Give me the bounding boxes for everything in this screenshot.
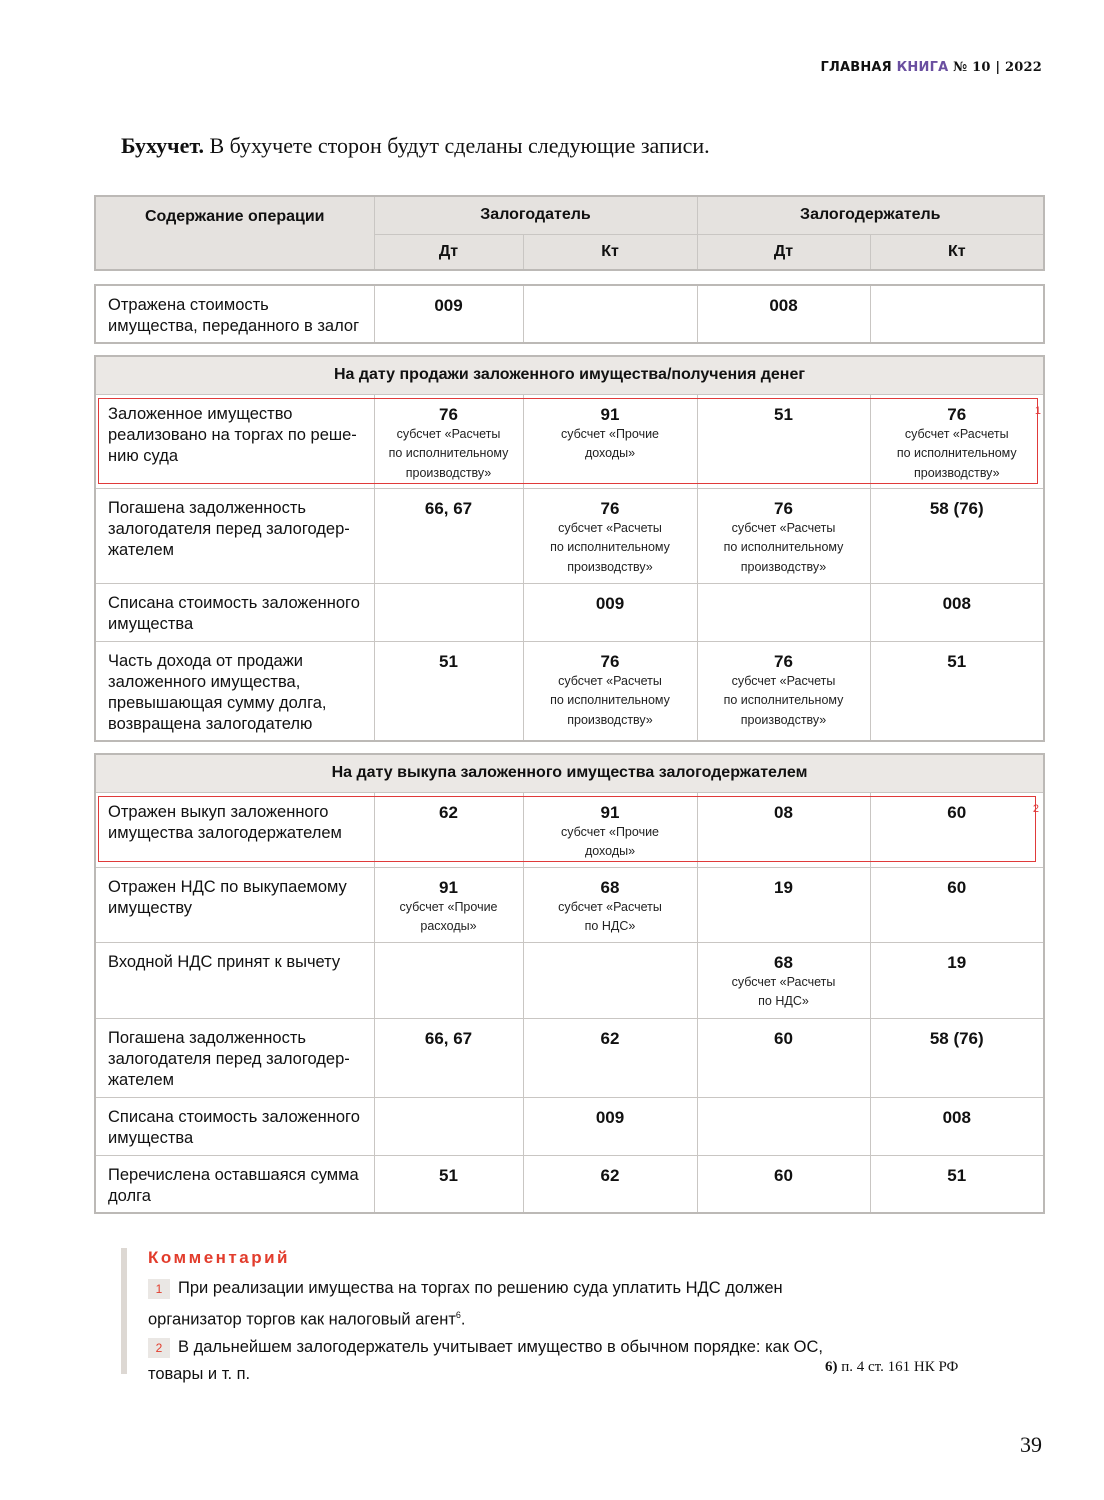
- operation-description: Перечислена оставшаяся сумма долга: [95, 1155, 374, 1213]
- pledgor-kt-cell: [523, 867, 697, 942]
- pledgee-kt-cell: [870, 1018, 1044, 1097]
- pledgee-dt-cell: [697, 942, 870, 1018]
- comments-title: Комментарий: [148, 1248, 290, 1267]
- pledgor-dt-cell: [374, 285, 523, 343]
- account-code: 60: [947, 802, 967, 822]
- marker-number: 1: [1034, 405, 1041, 417]
- table-row: [95, 1155, 1044, 1213]
- subaccount-note: субсчет «Расчеты по НДС»: [731, 974, 836, 1008]
- table-row: [95, 792, 1044, 867]
- account-code: 60: [774, 1028, 793, 1048]
- pledgee-dt-cell: [697, 641, 870, 741]
- pledgee-kt-cell: [870, 394, 1044, 488]
- footnote-text: п. 4 ст. 161 НК РФ: [837, 1359, 959, 1375]
- table-row: [95, 285, 1044, 343]
- account-code: 76: [600, 498, 620, 518]
- pledgee-kt-cell: [870, 583, 1044, 641]
- account-code: 66, 67: [424, 1028, 473, 1048]
- account-code: 91: [600, 802, 620, 822]
- intro-lead: Бухучет.: [121, 133, 204, 158]
- account-code: 51: [947, 651, 967, 671]
- account-code: 66, 67: [424, 498, 473, 518]
- subaccount-note: субсчет «Расчеты по исполнительному производству»: [896, 426, 1017, 480]
- account-code: 008: [769, 296, 798, 315]
- account-code: 58 (76): [929, 1028, 984, 1048]
- pledgee-dt-cell: [697, 394, 870, 488]
- pledgor-kt-cell: [523, 285, 697, 343]
- account-code: 19: [947, 952, 967, 972]
- pledgee-kt-cell: [870, 942, 1044, 1018]
- account-code: 76: [439, 404, 458, 424]
- account-code: 08: [774, 802, 793, 822]
- pledgor-dt-cell: [374, 867, 523, 942]
- account-code: 51: [439, 651, 458, 671]
- intro-paragraph: [121, 133, 710, 159]
- table-row: [95, 1097, 1044, 1155]
- pledgee-kt-cell: [870, 488, 1044, 583]
- account-code: 62: [600, 1165, 620, 1185]
- operation-description: Отражен НДС по выкупаемому имуществу: [95, 867, 374, 942]
- operation-description: Погашена задолженность залогодателя перед залогодер-жателем: [95, 1018, 374, 1097]
- footnote-ref: 6: [455, 1310, 461, 1320]
- account-code: 62: [600, 1028, 620, 1048]
- pledgor-dt-cell: [374, 792, 523, 867]
- table-header: [94, 195, 1045, 271]
- pledgee-dt-cell: [697, 1155, 870, 1213]
- issue-number: № 10 | 2022: [953, 60, 1042, 75]
- table-row: [95, 641, 1044, 741]
- subaccount-note: субсчет «Прочие расходы»: [399, 899, 498, 933]
- subaccount-note: субсчет «Расчеты по исполнительному производству»: [388, 426, 509, 480]
- pledgee-kt-cell: [870, 1097, 1044, 1155]
- account-code: 58 (76): [929, 498, 984, 518]
- comment-number: 2: [148, 1338, 170, 1358]
- section-buyout-table: [94, 753, 1045, 1214]
- account-code: 76: [600, 651, 620, 671]
- section-title-row: [95, 356, 1044, 394]
- operation-description: Списана стоимость заложенного имущества: [95, 1097, 374, 1155]
- operation-description: Отражена стоимость имущества, переданного в залог: [95, 285, 374, 343]
- account-code: 008: [942, 593, 971, 613]
- comments-box: [121, 1248, 981, 1383]
- pledgor-kt-cell: [523, 394, 697, 488]
- subaccount-note: субсчет «Расчеты по исполнительному производству»: [550, 673, 670, 727]
- operation-description: Списана стоимость заложенного имущества: [95, 583, 374, 641]
- pledgor-kt-cell: [523, 583, 697, 641]
- table-row: [95, 942, 1044, 1018]
- account-code: 76: [774, 498, 793, 518]
- pledgor-kt-cell: [523, 1018, 697, 1097]
- pledgee-kt-cell: [870, 641, 1044, 741]
- comment-item: [148, 1275, 828, 1334]
- subaccount-note: субсчет «Расчеты по НДС»: [558, 899, 662, 933]
- account-code: 19: [774, 877, 793, 897]
- account-code: 62: [439, 802, 458, 822]
- pledgor-kt-cell: [523, 1097, 697, 1155]
- pledgee-kt-cell: [870, 1155, 1044, 1213]
- page-number: 39: [1020, 1432, 1042, 1457]
- header-dt: Дт: [697, 234, 870, 270]
- intro-text: В бухучете сторон будут сделаны следующие записи.: [203, 133, 710, 158]
- header-pledgor: Залогодатель: [374, 196, 697, 234]
- pledgor-dt-cell: [374, 1018, 523, 1097]
- account-code: 91: [439, 877, 458, 897]
- pledgor-kt-cell: [523, 1155, 697, 1213]
- account-code: 60: [774, 1165, 793, 1185]
- operation-description: Часть дохода от продажи заложенного имущества, превышающая сумму долга, возвращена залогодателю: [95, 641, 374, 741]
- subaccount-note: субсчет «Расчеты по исполнительному производству»: [550, 520, 670, 574]
- header-kt: Кт: [523, 234, 697, 270]
- pledgee-dt-cell: [697, 285, 870, 343]
- operation-description: Отражен выкуп заложенного имущества залогодержателем: [95, 792, 374, 867]
- footnote: [825, 1359, 958, 1376]
- section-sale-table: [94, 355, 1045, 742]
- account-code: 009: [434, 296, 463, 315]
- magazine-name-accent: КНИГА: [896, 60, 949, 75]
- pledgee-dt-cell: [697, 583, 870, 641]
- account-code: 009: [595, 593, 625, 613]
- comment-number: 1: [148, 1279, 170, 1299]
- pledgor-kt-cell: [523, 942, 697, 1018]
- comments-bar: [121, 1248, 127, 1374]
- account-code: 76: [947, 404, 967, 424]
- section-title: На дату продажи заложенного имущества/получения денег: [95, 356, 1044, 394]
- subaccount-note: субсчет «Прочие доходы»: [560, 824, 660, 858]
- pledgor-kt-cell: [523, 641, 697, 741]
- comment-text: При реализации имущества на торгах по решению суда уплатить НДС должен организатор торгов как налоговый агент: [148, 1279, 783, 1329]
- pledgor-dt-cell: [374, 583, 523, 641]
- account-code: 51: [947, 1165, 967, 1185]
- header-operation: Содержание операции: [95, 196, 374, 270]
- operation-description: Заложенное имущество реализовано на торгах по реше-нию суда: [95, 394, 374, 488]
- pledgee-kt-cell: [870, 792, 1044, 867]
- account-code: 60: [947, 877, 967, 897]
- table-row: [95, 394, 1044, 488]
- account-code: 68: [600, 877, 620, 897]
- pledgor-kt-cell: [523, 792, 697, 867]
- pledgee-dt-cell: [697, 1097, 870, 1155]
- operation-description: Погашена задолженность залогодателя перед залогодер-жателем: [95, 488, 374, 583]
- header-pledgee: Залогодержатель: [697, 196, 1044, 234]
- pledgee-dt-cell: [697, 867, 870, 942]
- running-header: [820, 60, 1042, 75]
- pledgor-dt-cell: [374, 1097, 523, 1155]
- comments-text: [148, 1275, 828, 1388]
- footnote-number: 6): [825, 1359, 838, 1375]
- pledgee-dt-cell: [697, 488, 870, 583]
- pledgor-dt-cell: [374, 394, 523, 488]
- pledgee-kt-cell: [870, 867, 1044, 942]
- comment-text: В дальнейшем залогодержатель учитывает имущество в обычном порядке: как ОС, товары и т. п.: [148, 1337, 823, 1383]
- comment-item: [148, 1334, 828, 1388]
- pledgee-dt-cell: [697, 1018, 870, 1097]
- subaccount-note: субсчет «Расчеты по исполнительному производству»: [723, 673, 844, 727]
- account-code: 91: [600, 404, 620, 424]
- subaccount-note: субсчет «Прочие доходы»: [560, 426, 660, 460]
- header-dt: Дт: [374, 234, 523, 270]
- table-row: [95, 488, 1044, 583]
- first-entry-table: [94, 284, 1045, 344]
- pledgee-dt-cell: [697, 792, 870, 867]
- pledgor-dt-cell: [374, 641, 523, 741]
- header-kt: Кт: [870, 234, 1044, 270]
- pledgor-dt-cell: [374, 1155, 523, 1213]
- subaccount-note: субсчет «Расчеты по исполнительному производству»: [723, 520, 844, 574]
- pledgor-kt-cell: [523, 488, 697, 583]
- operation-description: Входной НДС принят к вычету: [95, 942, 374, 1018]
- account-code: 51: [774, 404, 793, 424]
- table-row: [95, 583, 1044, 641]
- pledgor-dt-cell: [374, 942, 523, 1018]
- marker-number: 2: [1032, 803, 1039, 815]
- comment-end: .: [460, 1310, 466, 1329]
- pledgee-kt-cell: [870, 285, 1044, 343]
- table-row: [95, 867, 1044, 942]
- section-title-row: [95, 754, 1044, 792]
- magazine-name: ГЛАВНАЯ: [820, 60, 892, 75]
- section-title: На дату выкупа заложенного имущества залогодержателем: [95, 754, 1044, 792]
- account-code: 009: [595, 1107, 625, 1127]
- account-code: 68: [774, 952, 793, 972]
- account-code: 51: [439, 1165, 458, 1185]
- account-code: 76: [774, 651, 793, 671]
- account-code: 008: [942, 1107, 971, 1127]
- pledgor-dt-cell: [374, 488, 523, 583]
- table-row: [95, 1018, 1044, 1097]
